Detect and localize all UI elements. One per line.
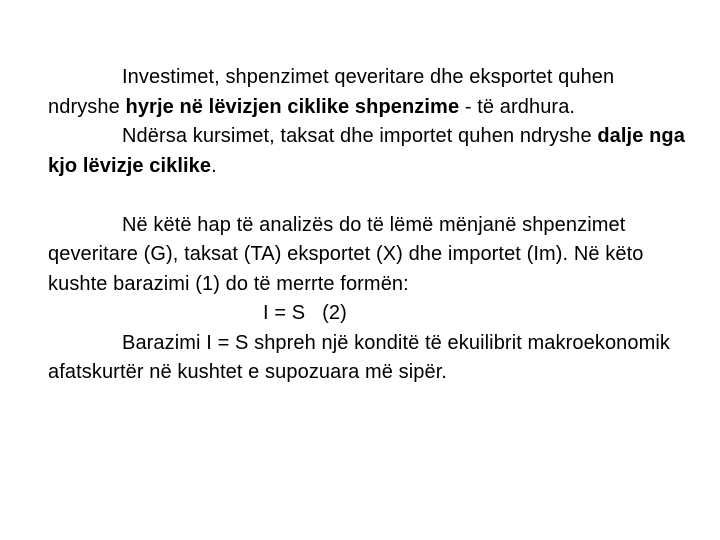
equation-i-equals-s: I = S (2) <box>263 302 347 324</box>
paragraph-inflows-text-b: - të ardhura. <box>459 95 576 118</box>
paragraph-outflows <box>48 122 688 181</box>
paragraph-inflows-text-a: Investimet, shpenzimet qeveritare dhe eksportet quhen ndryshe <box>48 66 615 118</box>
paragraph-equilibrium-text: Barazimi I = S shpreh një konditë të ekuilibrit makroekonomik afatskurtër në kushtet e supozuara më sipër. <box>48 331 671 383</box>
paragraph-inflows-bold: hyrje në lëvizjen ciklike shpenzime <box>125 95 460 118</box>
slide-text-block <box>48 63 688 388</box>
paragraph-outflows-text-a: Ndërsa kursimet, taksat dhe importet quhen ndryshe <box>122 125 598 147</box>
paragraph-inflows <box>48 63 688 122</box>
paragraph-analysis-step-text: Në këtë hap të analizës do të lëmë mënjanë shpenzimet qeveritare (G), taksat (TA) eksportet (X) dhe importet (Im). Në këto kushte barazimi (1) do të merrte formën: <box>48 213 644 295</box>
paragraph-outflows-bold: dalje nga kjo lëvizje ciklike <box>48 125 685 177</box>
paragraph-equilibrium <box>48 329 688 388</box>
paragraph-spacer <box>48 181 688 211</box>
paragraph-outflows-text-b: . <box>211 154 217 177</box>
paragraph-analysis-step <box>48 211 688 300</box>
